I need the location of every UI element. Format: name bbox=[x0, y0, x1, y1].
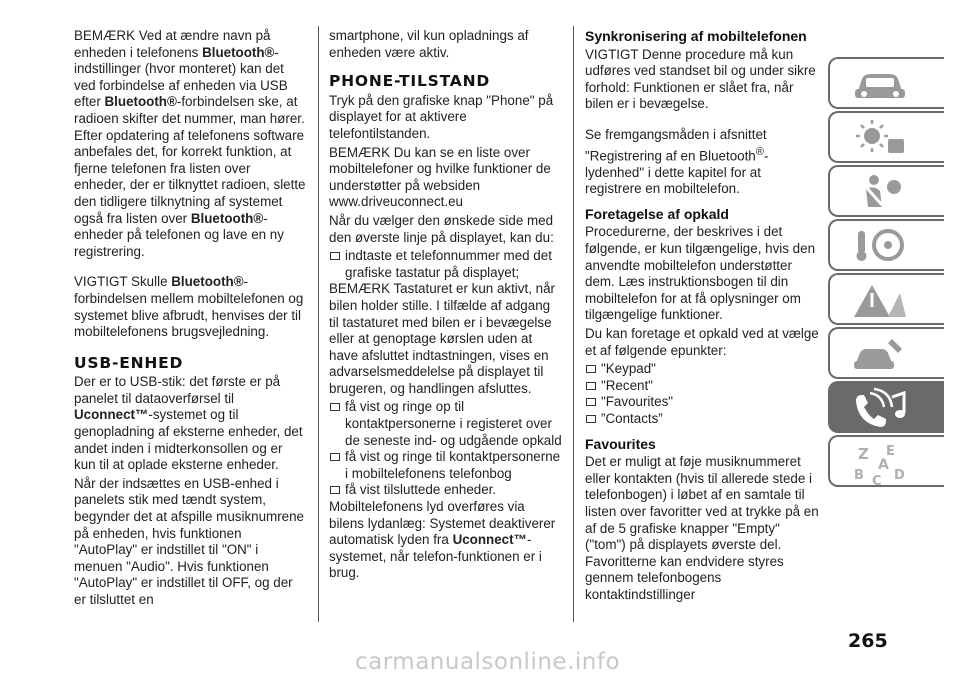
paragraph-continuation: smartphone, vil kun opladnings af enheden være aktiv. bbox=[329, 28, 529, 60]
paragraph-usb-ports: Der er to USB-stik: det første er på panelet til dataoverførsel til Uconnect™-systemet og til genopladning af eksterne enheder, det andet inden i midterkonsollen og er kun til at oplade eksterne enheder. bbox=[74, 374, 303, 473]
svg-text:E: E bbox=[886, 444, 895, 459]
wrench-car-icon bbox=[848, 333, 912, 375]
option-recent: "Recent" bbox=[585, 378, 820, 395]
bullet-recent-calls: få vist og ringe op til kontaktpersonerne i registeret over de seneste ind- og udgående opkald bbox=[329, 399, 563, 449]
column-divider-1 bbox=[318, 26, 319, 622]
bullet-box-icon bbox=[586, 365, 596, 373]
tab-safety[interactable] bbox=[828, 165, 944, 217]
column-1 bbox=[74, 28, 306, 623]
tab-maintenance[interactable] bbox=[828, 327, 944, 379]
tab-multimedia[interactable] bbox=[828, 381, 944, 433]
column-2 bbox=[329, 28, 563, 596]
bullet-box-icon bbox=[586, 382, 596, 390]
svg-text:C: C bbox=[872, 474, 882, 487]
paragraph-usb-autoplay: Når der indsættes en USB-enhed i panelets stik med tændt system, begynder det at afspille musiknumrene på enheden, hvis funktionen "AutoPlay" er indstillet til "ON" i menuen "Audio". Hvis funktionen "AutoPlay" er indstillet til OFF, og der er tilsluttet en bbox=[74, 475, 305, 607]
paragraph-important: VIGTIGT Skulle Bluetooth®-forbindelsen mellem mobiltelefonen og systemet blive afbrudt, henvises der til mobiltelefonens brugsvejledning. bbox=[74, 274, 304, 340]
watermark: carmanualsonline.info bbox=[355, 649, 621, 675]
tab-starting-driving[interactable] bbox=[828, 219, 944, 271]
bullet-box-icon bbox=[330, 403, 340, 411]
bullet-box-icon bbox=[586, 398, 596, 406]
key-steering-icon bbox=[848, 225, 912, 267]
tab-emergency[interactable] bbox=[828, 273, 944, 325]
svg-text:D: D bbox=[894, 468, 905, 483]
svg-text:A: A bbox=[878, 457, 889, 473]
bullet-box-icon bbox=[586, 415, 596, 423]
heading-usb: USB-ENHED bbox=[74, 353, 184, 372]
heading-phone-mode: PHONE-TILSTAND bbox=[329, 72, 491, 91]
sun-warning-lights-icon bbox=[848, 117, 912, 159]
svg-text:B: B bbox=[854, 468, 864, 483]
phone-music-icon bbox=[848, 387, 912, 429]
bullet-box-icon bbox=[330, 486, 340, 494]
paragraph-supported-phones: BEMÆRK Du kan se en liste over mobiltelefoner og hvilke funktioner de understøtter på websiden www.driveuconnect.eu bbox=[329, 144, 551, 210]
bullet-devices: få vist tilsluttede enheder. bbox=[329, 482, 563, 499]
index-letters-icon bbox=[848, 441, 912, 487]
paragraph-procedures: Procedurerne, der beskrives i det følgende, er kun tilgængelige, hvis den anvendte mobiltelefon understøtter dem. Læs instruktionsbogen til din mobiltelefon for at få oplysninger om tilgængelige funktioner. bbox=[585, 224, 816, 323]
paragraph-select-page: Når du vælger den ønskede side med den øverste linje på displayet, kan du: bbox=[329, 212, 554, 245]
heading-sync: Synkronisering af mobiltelefonen bbox=[585, 28, 807, 44]
paragraph-sync-important: VIGTIGT Denne procedure må kun udføres ved standset bil og under sikre forhold: Funktionen er slået fra, når bilen er i bevægelse. bbox=[585, 46, 816, 112]
bullet-keypad: indtaste et telefonnummer med det grafiske tastatur på displayet; bbox=[329, 248, 563, 281]
paragraph-audio-transfer: Mobiltelefonens lyd overføres via bilens lydanlæg: Systemet deaktiverer automatisk lyden fra Uconnect™-systemet, når telefon-funktionen er i brug. bbox=[329, 499, 556, 581]
paragraph-phone-button: Tryk på den grafiske knap "Phone" på displayet for at aktivere telefontilstanden. bbox=[329, 92, 554, 141]
column-3 bbox=[585, 28, 820, 617]
column-divider-2 bbox=[573, 26, 574, 622]
tab-dashboard[interactable] bbox=[828, 111, 944, 163]
paragraph-registration: Se fremgangsmåden i afsnittet "Registrering af en Bluetooth®-lydenhed" i dette kapitel for at registrere en mobiltelefon. bbox=[585, 126, 769, 197]
paragraph-bluetooth-note: BEMÆRK Ved at ændre navn på enheden i telefonens Bluetooth®-indstillinger (hvor monteret) kan det ved forbindelse af enheden via USB efter Bluetooth®-forbindelsen ske, at radioen skifter det nummer, man hører. Efter opdatering af telefonens software anbefales det, for korrekt funktion, at fjerne telefonen fra listen over enheder, der er tilknyttet radioen, slette den tidligere tilknytning af systemet også fra listen over Bluetooth®-enheder på telefonen og lave en ny registrering. bbox=[74, 28, 306, 259]
svg-text:Z: Z bbox=[858, 445, 869, 463]
seatbelt-airbag-icon bbox=[848, 171, 912, 213]
paragraph-keypad-note: BEMÆRK Tastaturet er kun aktivt, når bilen holder stille. I tilfælde af adgang til tastaturet med bilen er i bevægelse eller at genoptage kørslen uden at have afsluttet indtastningen, vises en advarselsmeddelelse på displayet til brugeren, og handlingen afsluttes. bbox=[329, 281, 555, 396]
option-favourites: "Favourites" bbox=[585, 394, 820, 411]
car-icon bbox=[848, 63, 912, 105]
bullet-box-icon bbox=[330, 252, 340, 260]
bullet-box-icon bbox=[330, 453, 340, 461]
page-number: 265 bbox=[848, 630, 888, 652]
paragraph-call-options: Du kan foretage et opkald ved at vælge et af følgende epunkter: bbox=[585, 325, 819, 358]
option-contacts: ”Contacts” bbox=[585, 411, 820, 428]
tab-vehicle[interactable] bbox=[828, 57, 944, 109]
bullet-phonebook: få vist og ringe til kontaktpersonerne i mobiltelefonens telefonbog bbox=[329, 449, 563, 482]
road-warning-icon bbox=[848, 279, 912, 321]
option-keypad: "Keypad" bbox=[585, 361, 820, 378]
tab-index[interactable] bbox=[828, 435, 944, 487]
paragraph-favourites: Det er muligt at føje musiknummeret eller kontakten (hvis til allerede stede i telefonbogen) i løbet af en samtale til listen over favoritter ved at trykke på en af de 5 grafiske knapper "Empty" ("tom") på displayets øverste del. Favoritterne kan endvidere styres gennem telefonbogens kontaktindstillinger bbox=[585, 454, 819, 602]
heading-make-call: Foretagelse af opkald bbox=[585, 205, 729, 222]
heading-favourites: Favourites bbox=[585, 435, 656, 452]
